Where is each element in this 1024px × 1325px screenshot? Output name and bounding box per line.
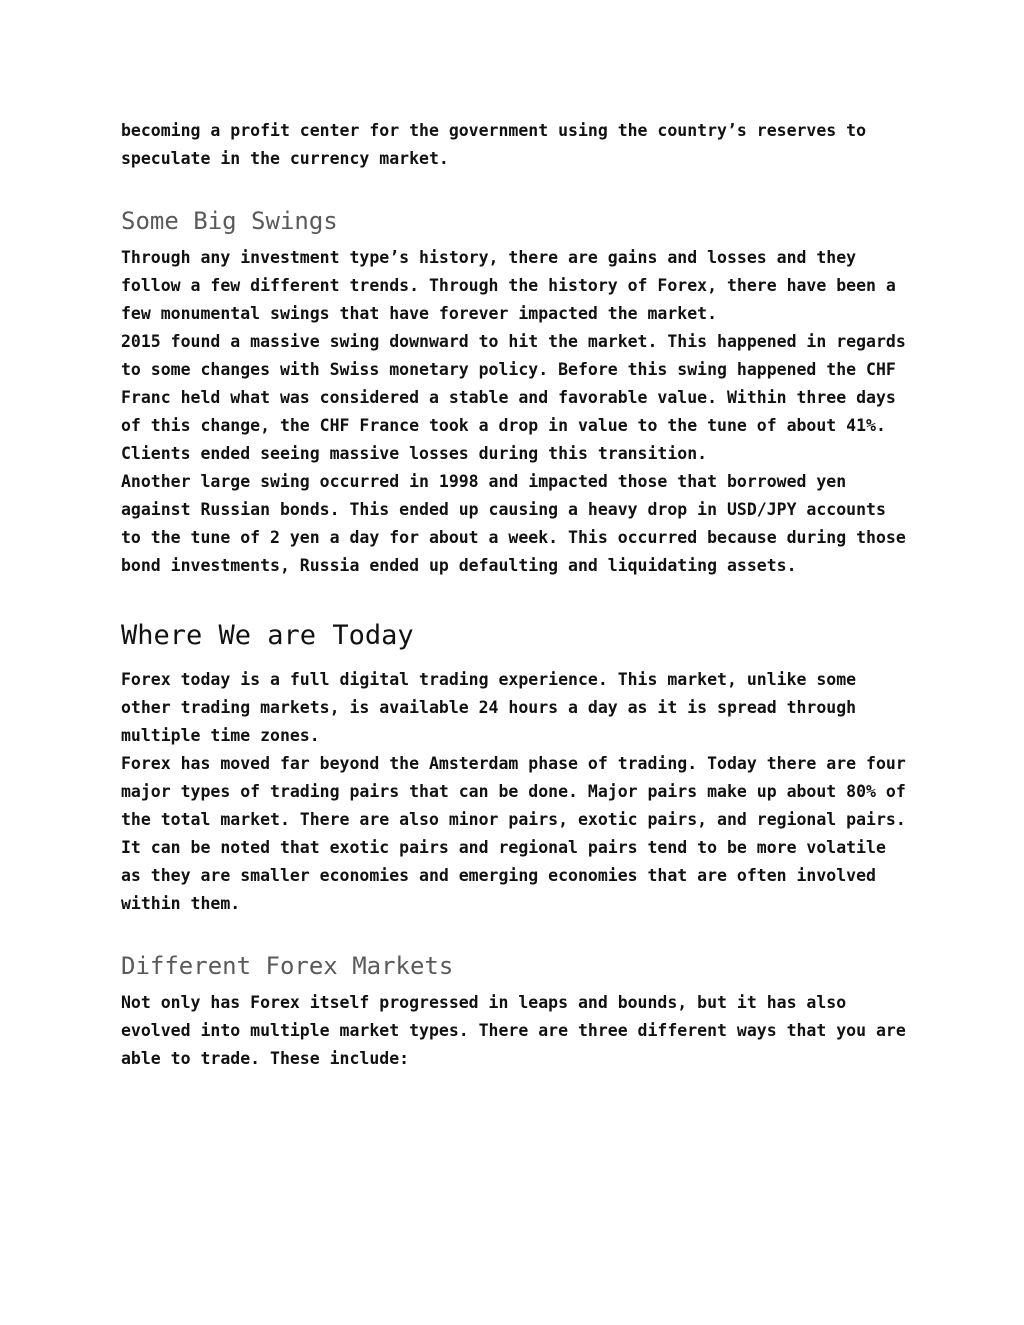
section-heading-markets: Different Forex Markets bbox=[121, 952, 454, 980]
paragraph: Through any investment type’s history, there are gains and losses and they follow a few different trends. Through the history of Forex, there have been a few monumental swings that have forever impacted the market. bbox=[121, 248, 896, 323]
intro-paragraph: becoming a profit center for the government using the country’s reserves to speculate in the currency market. bbox=[121, 121, 867, 168]
document-page bbox=[121, 117, 911, 1073]
paragraph: Another large swing occurred in 1998 and impacted those that borrowed yen against Russian bonds. This ended up causing a heavy drop in USD/JPY accounts to the tune of 2 yen a day for about a week. This occurred because during those bond investments, Russia ended up defaulting and liquidating assets. bbox=[121, 472, 906, 575]
paragraph: It can be noted that exotic pairs and regional pairs tend to be more volatile as they are smaller economies and emerging economies that are often involved within them. bbox=[121, 838, 886, 913]
section-heading-today: Where We are Today bbox=[121, 620, 414, 651]
section-heading-big-swings: Some Big Swings bbox=[121, 207, 338, 235]
paragraph: Forex today is a full digital trading experience. This market, unlike some other trading markets, is available 24 hours a day as it is spread through multiple time zones. bbox=[121, 670, 857, 745]
paragraph: Not only has Forex itself progressed in leaps and bounds, but it has also evolved into multiple market types. There are three different ways that you are able to trade. These include: bbox=[121, 993, 906, 1068]
paragraph: 2015 found a massive swing downward to hit the market. This happened in regards to some changes with Swiss monetary policy. Before this swing happened the CHF Franc held what was considered a stable and favorable value. Within three days of this change, the CHF France took a drop in value to the tune of about 41%. Clients ended seeing massive losses during this transition. bbox=[121, 332, 906, 463]
paragraph: Forex has moved far beyond the Amsterdam phase of trading. Today there are four major types of trading pairs that can be done. Major pairs make up about 80% of the total market. There are also minor pairs, exotic pairs, and regional pairs. bbox=[121, 754, 906, 829]
